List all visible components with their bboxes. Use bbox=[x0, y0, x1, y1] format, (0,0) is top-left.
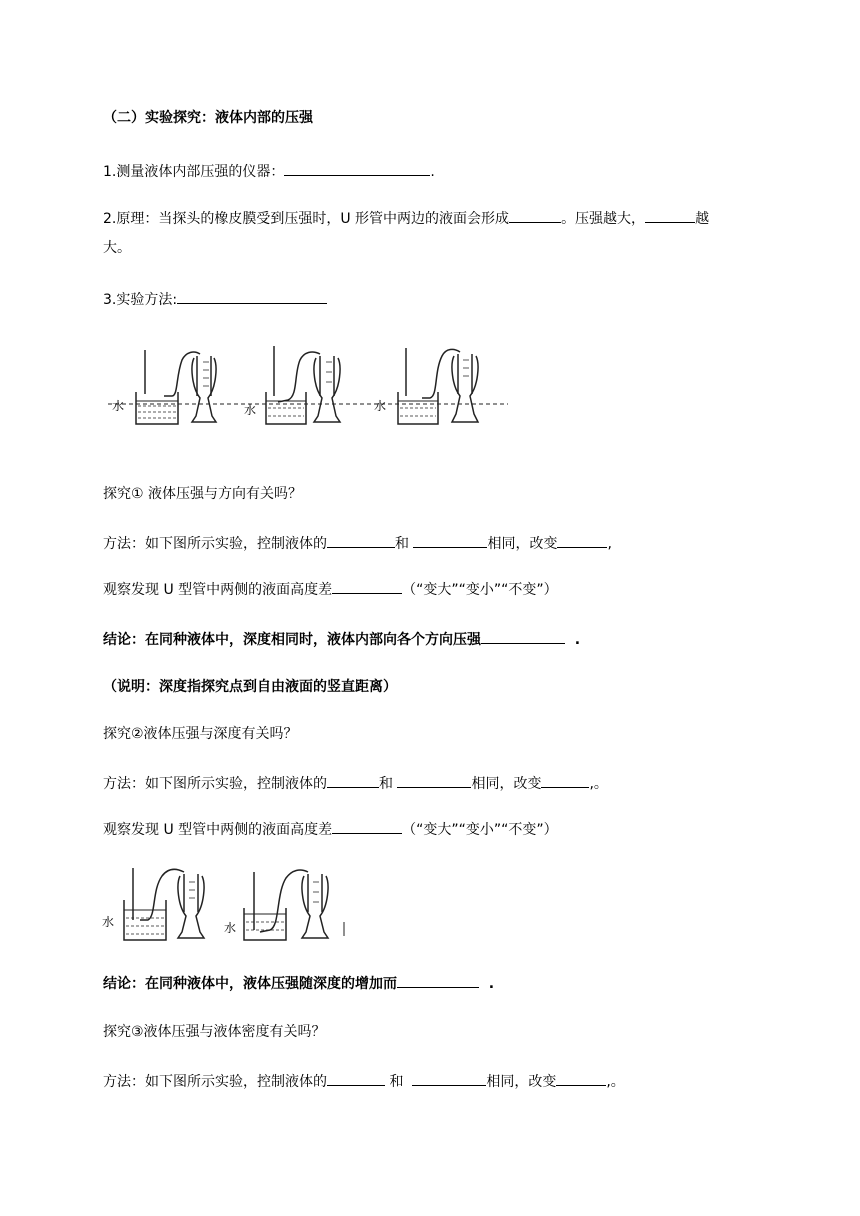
answer-blank[interactable] bbox=[481, 628, 565, 644]
observe-options: （“变大”“变小”“不变”） bbox=[402, 822, 558, 838]
method-text: 和 bbox=[395, 536, 409, 552]
section-title: （二）实验探究：液体内部的压强 bbox=[103, 110, 313, 126]
answer-blank[interactable] bbox=[541, 772, 589, 788]
question-3 bbox=[103, 288, 327, 310]
question-2-part-3: 越 bbox=[695, 211, 710, 227]
question-1 bbox=[103, 160, 435, 182]
explore-3-title: 探究③液体压强与液体密度有关吗？ bbox=[103, 1024, 326, 1040]
explore-1-observe bbox=[103, 578, 558, 600]
method-text: 和 bbox=[389, 1074, 404, 1090]
answer-blank[interactable] bbox=[556, 1070, 606, 1086]
question-2-part-1: 2.原理：当探头的橡皮膜受到压强时，U 形管中两边的液面会形成 bbox=[103, 211, 510, 227]
method-text: 方法：如下图所示实验，控制液体的 bbox=[103, 776, 327, 792]
figure-pressure-depth bbox=[100, 860, 350, 946]
observe-options: （“变大”“变小”“不变”） bbox=[402, 582, 558, 598]
answer-blank[interactable] bbox=[284, 160, 430, 176]
explore-1-conclusion bbox=[103, 628, 580, 650]
method-end: , bbox=[607, 536, 612, 552]
answer-blank[interactable] bbox=[413, 532, 487, 548]
answer-blank[interactable] bbox=[509, 207, 561, 223]
question-1-end: . bbox=[430, 164, 435, 180]
question-2-line-2: 大。 bbox=[103, 240, 131, 256]
question-3-text: 3.实验方法: bbox=[103, 292, 178, 308]
explore-2-method bbox=[103, 772, 608, 794]
observe-text: 观察发现 U 型管中两侧的液面高度差 bbox=[103, 822, 333, 838]
answer-blank[interactable] bbox=[645, 207, 695, 223]
water-label: 水 bbox=[224, 921, 237, 935]
answer-blank[interactable] bbox=[332, 818, 402, 834]
method-end: ,。 bbox=[589, 776, 608, 792]
question-2-part-2: 。压强越大， bbox=[561, 211, 646, 227]
question-1-text: 1.测量液体内部压强的仪器： bbox=[103, 164, 285, 180]
explore-2-title: 探究②液体压强与深度有关吗？ bbox=[103, 726, 298, 742]
manometer-figure-1 bbox=[108, 336, 508, 430]
explore-1-title: 探究① 液体压强与方向有关吗？ bbox=[103, 486, 303, 502]
answer-blank[interactable] bbox=[557, 532, 607, 548]
figure-pressure-direction bbox=[108, 336, 508, 430]
explore-2-conclusion bbox=[103, 972, 494, 994]
water-label: 水 bbox=[102, 915, 115, 929]
answer-blank[interactable] bbox=[412, 1070, 486, 1086]
observe-text: 观察发现 U 型管中两侧的液面高度差 bbox=[103, 582, 333, 598]
manometer-figure-2 bbox=[100, 860, 350, 946]
method-text: 方法：如下图所示实验，控制液体的 bbox=[103, 1074, 327, 1090]
explore-1-method bbox=[103, 532, 612, 554]
method-text: 相同，改变 bbox=[471, 776, 542, 792]
answer-blank[interactable] bbox=[177, 288, 327, 304]
explore-3-method bbox=[103, 1070, 625, 1092]
answer-blank[interactable] bbox=[327, 1070, 385, 1086]
method-end: ,。 bbox=[606, 1074, 625, 1090]
answer-blank[interactable] bbox=[332, 578, 402, 594]
conclusion-text: 结论：在同种液体中，液体压强随深度的增加而 bbox=[103, 976, 397, 992]
conclusion-end: . bbox=[488, 976, 495, 992]
method-text: 相同，改变 bbox=[487, 536, 558, 552]
answer-blank[interactable] bbox=[397, 772, 471, 788]
method-text: 方法：如下图所示实验，控制液体的 bbox=[103, 536, 327, 552]
water-label: 水 bbox=[374, 399, 387, 413]
water-label: 水 bbox=[244, 403, 257, 417]
answer-blank[interactable] bbox=[327, 772, 379, 788]
depth-note: （说明：深度指探究点到自由液面的竖直距离） bbox=[103, 679, 397, 695]
method-text: 和 bbox=[379, 776, 393, 792]
answer-blank[interactable] bbox=[327, 532, 395, 548]
method-text: 相同，改变 bbox=[486, 1074, 557, 1090]
question-2-line-1 bbox=[103, 207, 709, 229]
conclusion-text: 结论：在同种液体中，深度相同时，液体内部向各个方向压强 bbox=[103, 632, 481, 648]
water-label: 水 bbox=[112, 399, 125, 413]
explore-2-observe bbox=[103, 818, 558, 840]
answer-blank[interactable] bbox=[397, 972, 479, 988]
conclusion-end: . bbox=[574, 632, 581, 648]
